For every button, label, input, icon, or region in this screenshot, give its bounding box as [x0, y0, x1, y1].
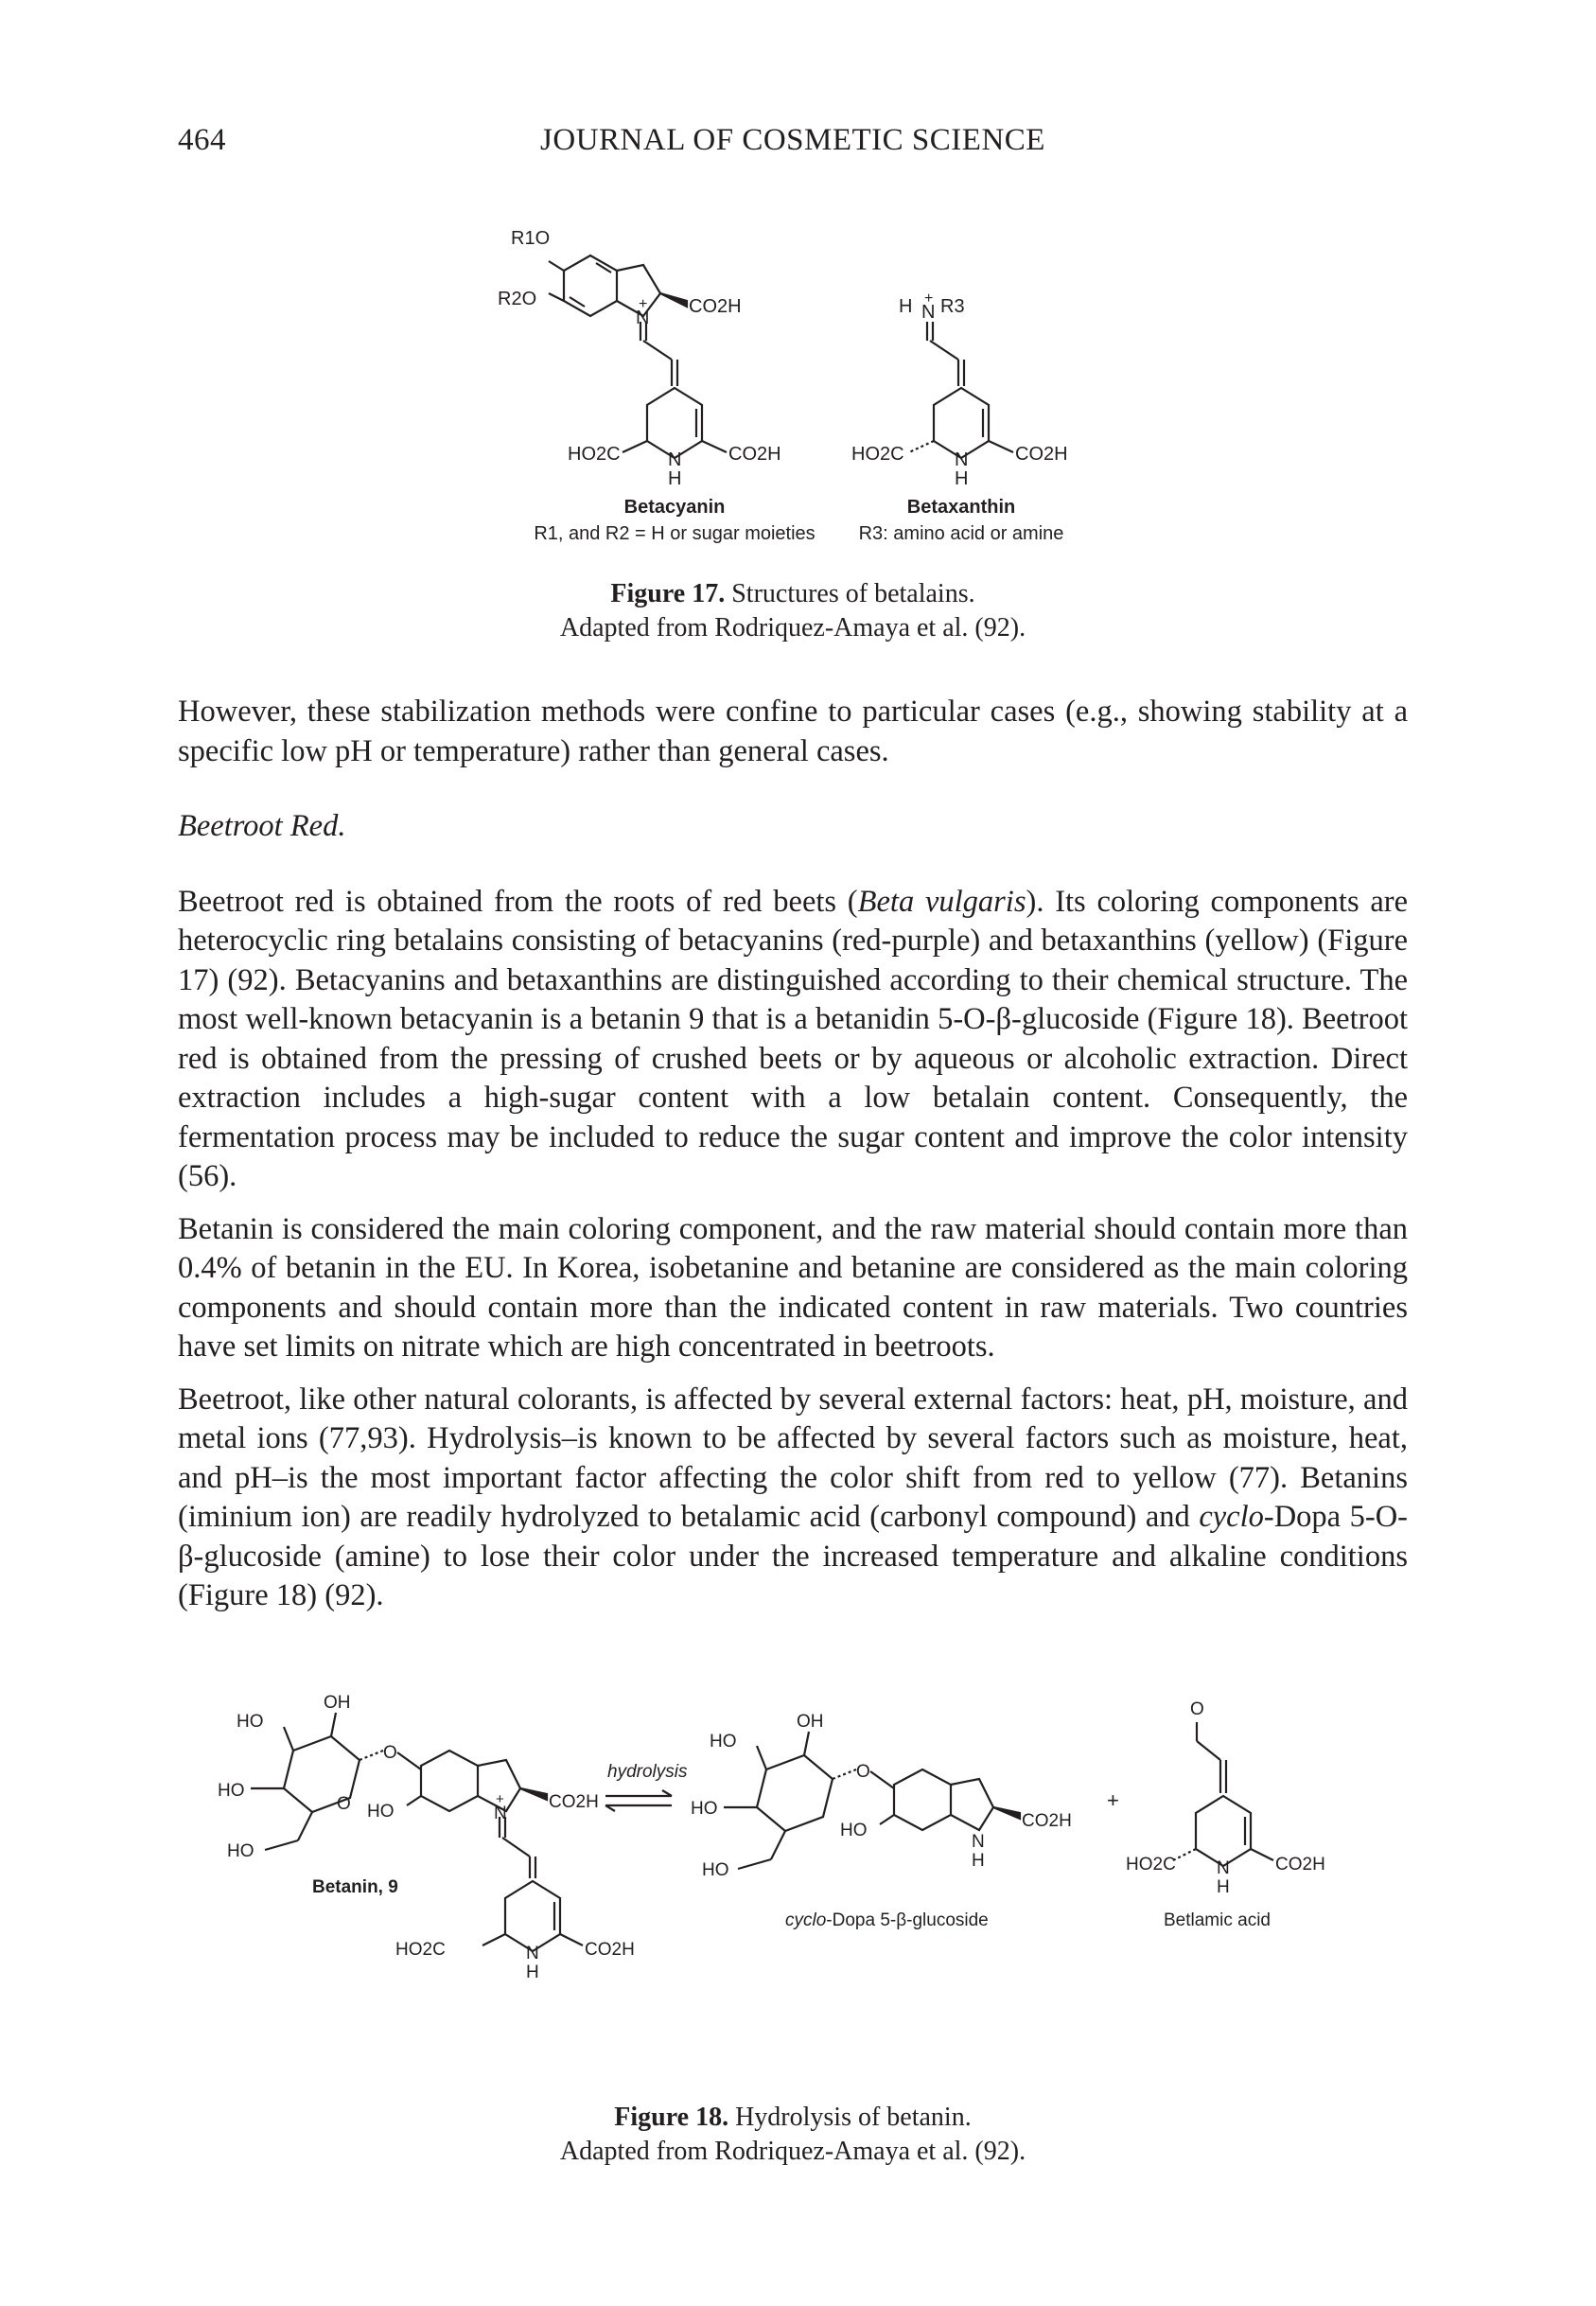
betacyanin-r2o-label: R2O: [498, 289, 537, 309]
paragraph-3-start: Beetroot, like other natural colorants, is affected by several external factors: heat, pH, moisture, and metal ions (77,93). Hydrolysis–is known to be affected by several factors such as moisture, heat, and pH–is the most important factor affecting the color shift from red to yellow (77). Betanins (iminium ion) are readily hydrolyzed to betalamic acid (carbonyl compound) and: [178, 1382, 1408, 1534]
cyclodopa-benzene-ring: [894, 1769, 951, 1830]
betaxanthin-pyridine-ring: [934, 388, 989, 458]
betanin-ring-h-label: H: [526, 1963, 539, 1982]
betacyanin-ring-co2h-label: CO2H: [728, 444, 781, 465]
cyclodopa-ho-label-1: HO: [710, 1732, 737, 1752]
figure-17: [492, 218, 1097, 558]
cyclodopa-h-label: H: [972, 1851, 985, 1871]
hydrolysis-label: hydrolysis: [607, 1762, 688, 1782]
figure-17-caption-label: Figure 17.: [610, 579, 726, 608]
betanin-pyridine-ring: [505, 1881, 560, 1951]
paragraph-3-cyclo: cyclo: [1199, 1500, 1264, 1534]
betacyanin-co2h-label: CO2H: [689, 296, 742, 317]
betaxanthin-ring-co2h-label: CO2H: [1015, 444, 1068, 465]
betanin-o-label-1: O: [383, 1743, 397, 1763]
betanin-co2h-label: CO2H: [549, 1792, 599, 1812]
figure-17-caption: [178, 577, 1408, 645]
figure-17-caption-text: Structures of betalains.: [731, 579, 975, 608]
cyclodopa-o-label: O: [856, 1762, 870, 1782]
betalamic-o-label: O: [1190, 1699, 1204, 1719]
betaxanthin-name: Betaxanthin: [906, 497, 1016, 518]
betanin-benzene-ring: [421, 1751, 478, 1811]
page-number: 464: [178, 123, 226, 157]
cyclodopa-oh-label: OH: [797, 1712, 824, 1732]
betacyanin-name: Betacyanin: [623, 497, 726, 518]
betaxanthin-ring-h-label: H: [955, 468, 969, 489]
betacyanin-benzene-ring: [564, 255, 617, 316]
journal-title: JOURNAL OF COSMETIC SCIENCE: [540, 123, 1045, 157]
betalamic-h-label: H: [1217, 1877, 1230, 1897]
intro-paragraph: However, these stabilization methods were confine to particular cases (e.g., showing stability at a specific low pH or temperature) rather than general cases.: [178, 695, 1408, 768]
betaxanthin-ho2c-label: HO2C: [851, 444, 904, 465]
betaxanthin-r3-label: R3: [940, 296, 965, 317]
betacyanin-nplus-label: N: [636, 308, 650, 328]
cyclodopa-name-prefix: cyclo: [785, 1910, 827, 1930]
cyclodopa-co2h-label: CO2H: [1022, 1811, 1072, 1831]
article-body: [178, 693, 1408, 1629]
cyclodopa-n-label: N: [972, 1832, 985, 1852]
betalamic-co2h-label: CO2H: [1275, 1855, 1325, 1875]
figure-18: [218, 1684, 1372, 2091]
betacyanin-r1o-label: R1O: [511, 228, 551, 249]
betaxanthin-h-label: H: [899, 296, 913, 317]
figure-18-caption-text: Hydrolysis of betanin.: [735, 2103, 972, 2132]
betanin-ho-label-1: HO: [237, 1712, 264, 1732]
figure-18-caption-source: Adapted from Rodriquez-Amaya et al. (92).: [559, 2137, 1026, 2166]
betaxanthin-note: R3: amino acid or amine: [858, 523, 1064, 544]
figure-18-caption: [178, 2101, 1408, 2169]
paragraph-1-start: Beetroot red is obtained from the roots of red beets (: [178, 884, 858, 919]
paragraph-2: Betanin is considered the main coloring component, and the raw material should contain more than 0.4% of betanin in the EU. In Korea, isobetanine and betanine are considered as the main coloring components and should contain more than the indicated content in raw materials. Two countries have set limits on nitrate which are high concentrated in beetroots.: [178, 1211, 1408, 1364]
betalamic-n-label: N: [1217, 1858, 1230, 1878]
betacyanin-note: R1, and R2 = H or sugar moieties: [534, 523, 816, 544]
betanin-ho-label-2: HO: [218, 1781, 245, 1801]
cyclodopa-pyrrole-ring: [951, 1779, 993, 1830]
cyclodopa-sugar-ring: [757, 1755, 833, 1831]
betanin-ho-label-4: HO: [367, 1802, 395, 1822]
cyclodopa-ho-label-4: HO: [840, 1821, 868, 1840]
betalamic-pyridine-ring: [1196, 1796, 1251, 1866]
betalamic-name: Betlamic acid: [1164, 1910, 1271, 1930]
section-title: Beetroot Red.: [178, 809, 346, 843]
figure-18-caption-label: Figure 18.: [614, 2103, 729, 2132]
cyclodopa-name-suffix: -Dopa 5-β-glucoside: [826, 1910, 989, 1930]
betanin-oh-label: OH: [324, 1693, 351, 1713]
cyclodopa-name: [785, 1910, 989, 1930]
figure-17-caption-source: Adapted from Rodriquez-Amaya et al. (92).: [559, 613, 1026, 643]
betacyanin-ring-h-label: H: [668, 468, 682, 489]
betanin-ring-n-label: N: [526, 1944, 539, 1963]
paragraph-3: [178, 1381, 1408, 1616]
betanin-nplus-label: N: [494, 1804, 507, 1823]
betanin-o-label-2: O: [337, 1794, 351, 1814]
plus-sign: +: [1107, 1788, 1119, 1812]
betaxanthin-plus-charge: +: [924, 290, 934, 307]
betanin-ho2c-label: HO2C: [395, 1940, 446, 1960]
cyclodopa-ho-label-2: HO: [691, 1799, 718, 1819]
figure-18-reaction: [218, 1684, 1372, 2091]
paragraph-3-rest: -Dopa 5-O-β-glucoside (amine) to lose their color under the increased temperature and alkaline conditions (Figure 18) (92).: [178, 1500, 1408, 1612]
betaxanthin-ring-n-label: N: [955, 449, 969, 470]
betacyanin-ring-n-label: N: [668, 449, 682, 470]
paragraph-1-rest: ). Its coloring components are heterocyclic ring betalains consisting of betacyanins (red-purple) and betaxanthins (yellow) (Figure 17) (92). Betacyanins and betaxanthins are distinguished according to their chemical structure. The most well-known betacyanin is a betanin 9 that is a betanidin 5-O-β-glucoside (Figure 18). Beetroot red is obtained from the pressing of crushed beets or by aqueous or alcoholic extraction. Direct extraction includes a high-sugar content with a low betalain content. Consequently, the fermentation process may be included to reduce the sugar content and improve the color intensity (56).: [178, 884, 1409, 1193]
cyclodopa-ho-label-3: HO: [702, 1860, 729, 1880]
betacyanin-plus-charge: +: [639, 296, 648, 312]
betacyanin-pyridine-ring: [647, 388, 702, 458]
betaxanthin-n-label: N: [921, 302, 936, 323]
betanin-plus-charge: +: [496, 1791, 504, 1807]
species-name: Beta vulgaris: [857, 884, 1026, 919]
paragraph-1: [178, 883, 1408, 1197]
betacyanin-ho2c-label: HO2C: [568, 444, 621, 465]
betalamic-ho2c-label: HO2C: [1126, 1855, 1176, 1875]
figure-17-structures: [492, 218, 1097, 558]
betanin-ho-label-3: HO: [227, 1841, 254, 1861]
betanin-name: Betanin, 9: [312, 1877, 398, 1897]
betanin-ring-co2h-label: CO2H: [585, 1940, 635, 1960]
